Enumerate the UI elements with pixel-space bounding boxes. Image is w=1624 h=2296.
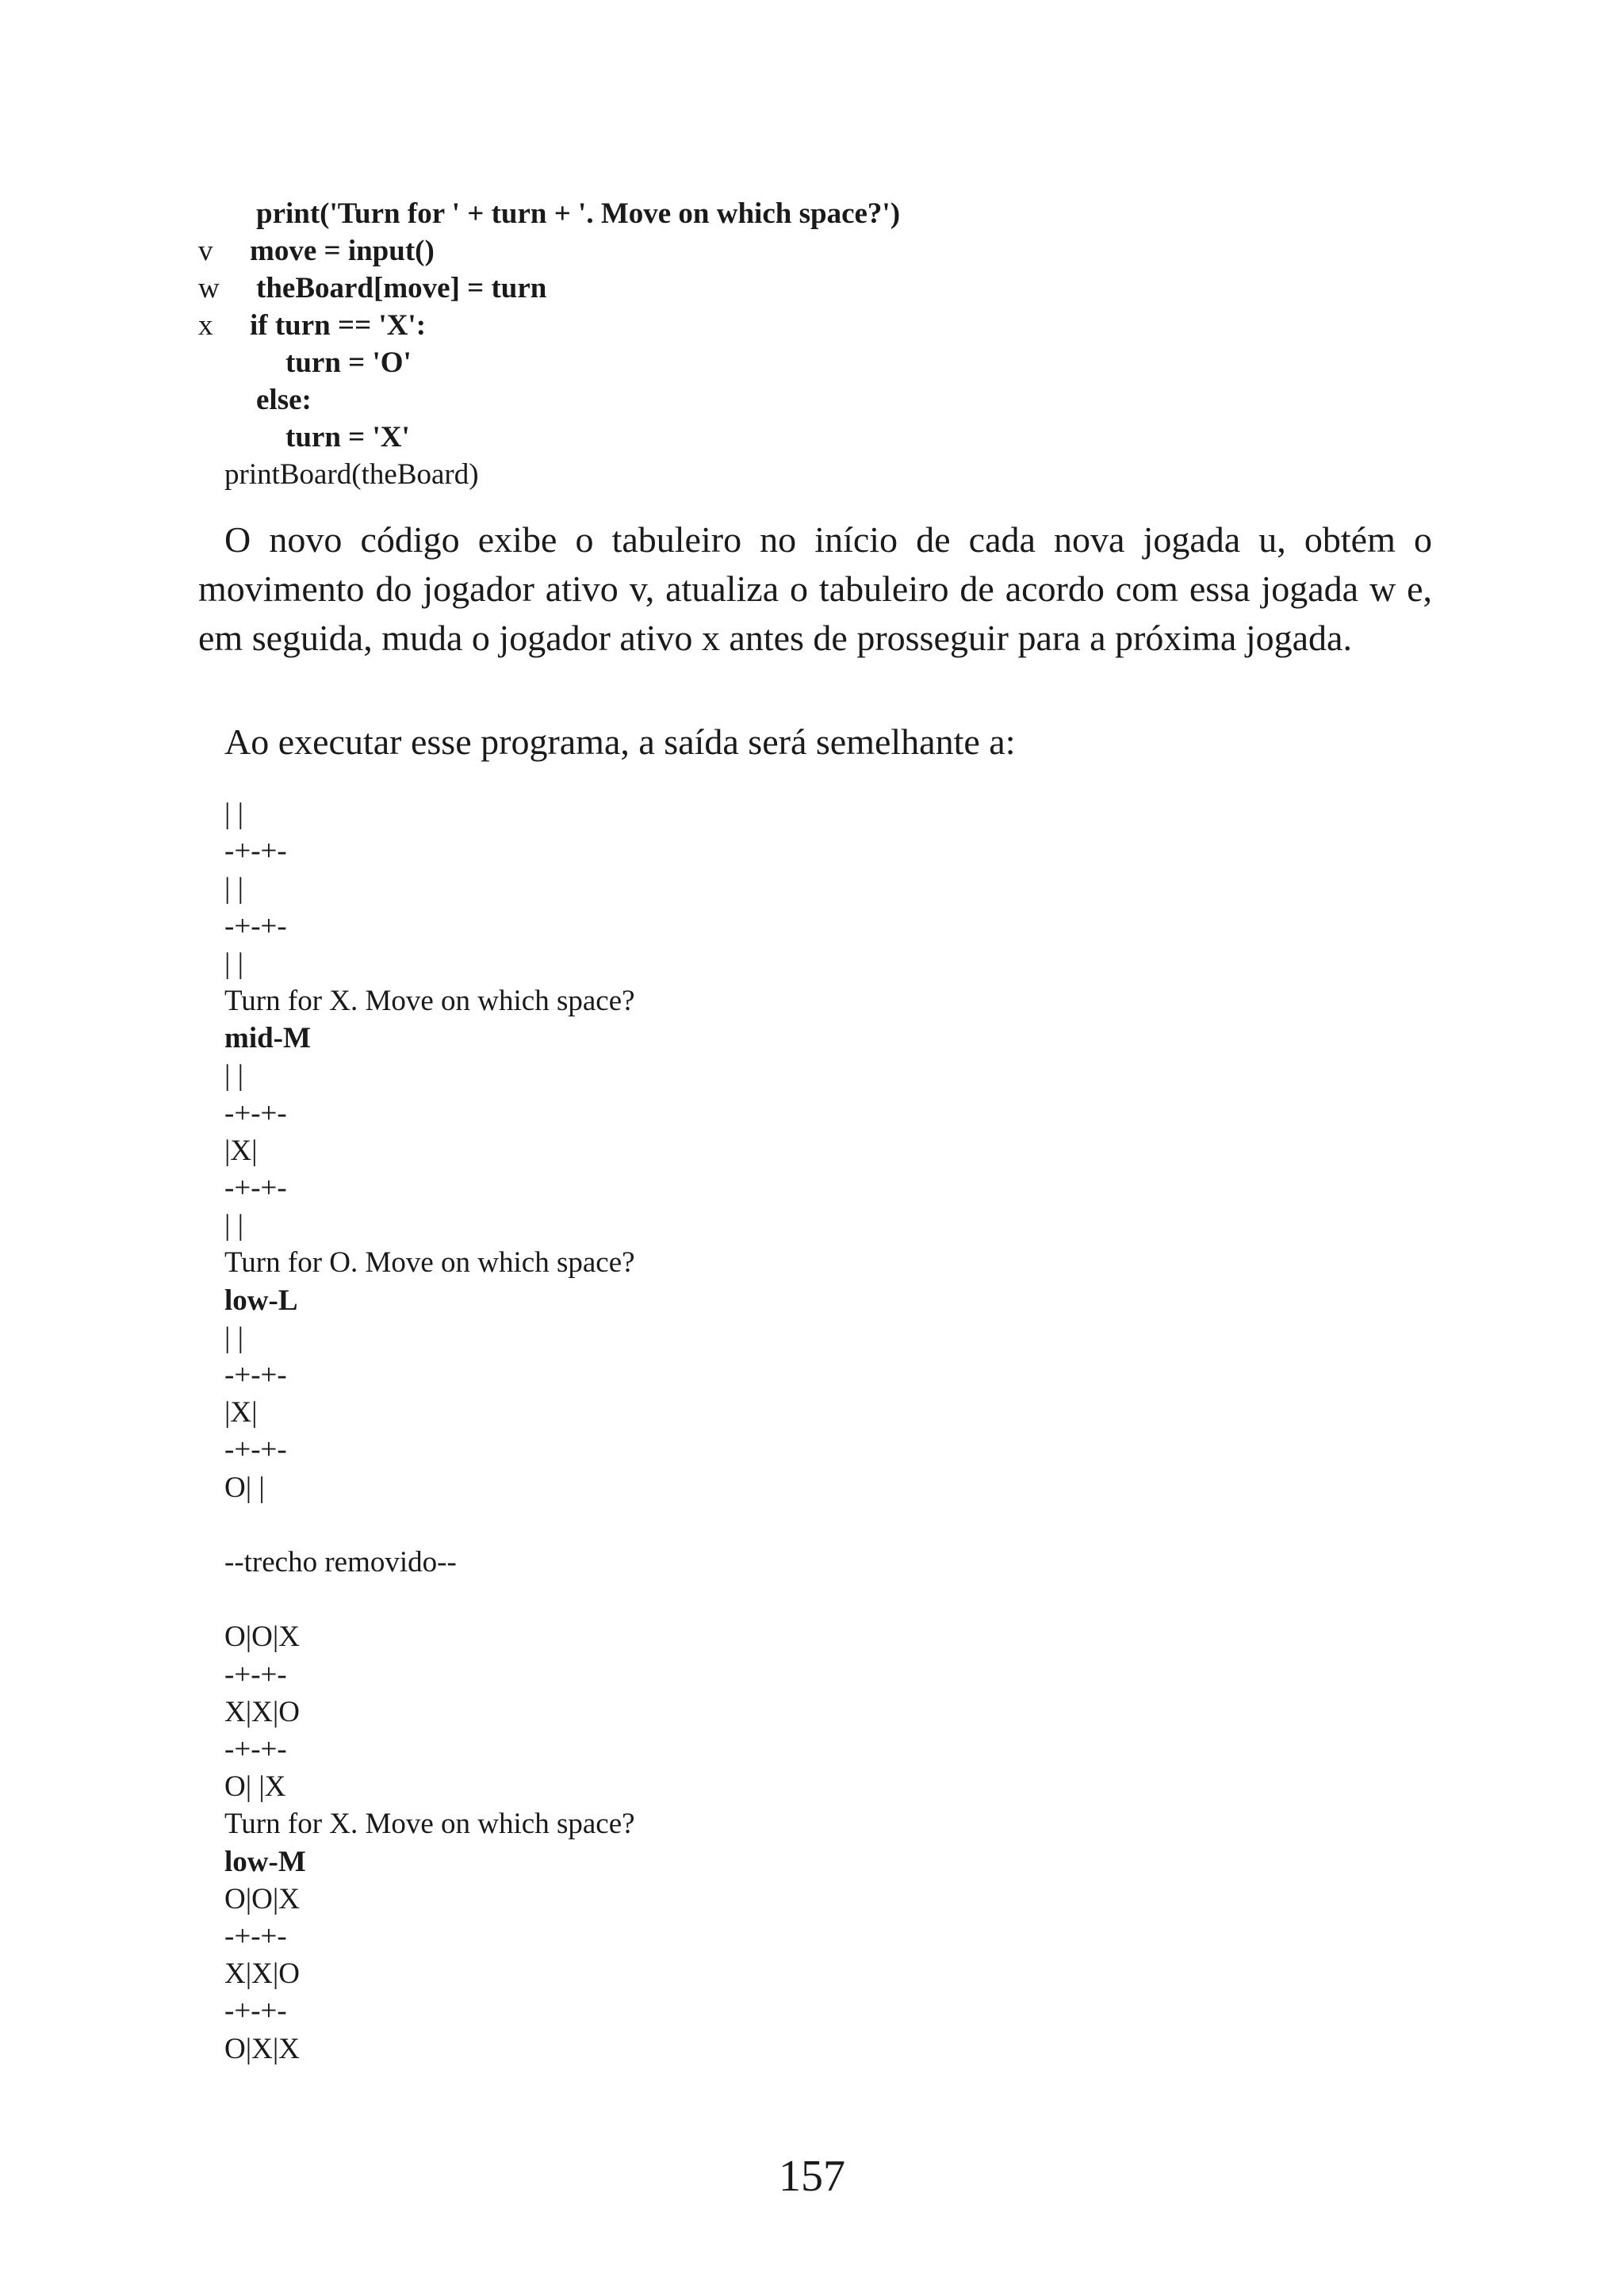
code-text: printBoard(theBoard) xyxy=(224,458,479,491)
output-line: X|X|O xyxy=(224,1957,300,1990)
output-line: X|X|O xyxy=(224,1696,300,1728)
output-line: | | xyxy=(224,798,244,830)
output-line: O|O|X xyxy=(224,1621,300,1653)
code-line xyxy=(198,195,1308,232)
code-line xyxy=(198,381,1308,419)
output-line: Turn for X. Move on which space? xyxy=(224,985,635,1017)
code-marker: x xyxy=(198,309,213,342)
code-text: else: xyxy=(256,384,312,416)
output-line: |X| xyxy=(224,1135,258,1167)
output-line: Turn for X. Move on which space? xyxy=(224,1808,635,1840)
output-line: low-L xyxy=(224,1284,298,1317)
code-text: theBoard[move] = turn xyxy=(256,272,547,304)
output-line: O|O|X xyxy=(224,1883,300,1915)
paragraph-text: O novo código exibe o tabuleiro no início de cada nova jogada u, obtém o movimento do jogador ativo v, atualiza o tabuleiro de acordo com essa jogada w e, em seguida, muda o jogador ativo x antes de prosseguir para a próxima jogada. xyxy=(198,519,1432,658)
code-marker: v xyxy=(198,235,213,267)
code-marker: w xyxy=(198,272,220,304)
page-number: 157 xyxy=(779,2152,845,2201)
output-line: -+-+- xyxy=(224,1097,287,1130)
output-line: Turn for O. Move on which space? xyxy=(224,1246,635,1279)
output-line: -+-+- xyxy=(224,1433,287,1466)
output-line: -+-+- xyxy=(224,1359,287,1391)
code-text: turn = 'O' xyxy=(285,346,412,379)
output-line: O| |X xyxy=(224,1770,286,1803)
output-line: | | xyxy=(224,947,244,980)
output-line: |X| xyxy=(224,1396,258,1429)
code-line xyxy=(198,307,1308,344)
output-line: -+-+- xyxy=(224,910,287,943)
output-line: -+-+- xyxy=(224,1920,287,1953)
output-line: -+-+- xyxy=(224,835,287,867)
output-line: low-M xyxy=(224,1846,306,1878)
code-text: print('Turn for ' + turn + '. Move on which space?') xyxy=(256,197,901,230)
output-line: -+-+- xyxy=(224,1733,287,1766)
code-line xyxy=(198,456,1308,493)
output-line: mid-M xyxy=(224,1022,311,1054)
paragraph-text: Ao executar esse programa, a saída será semelhante a: xyxy=(224,721,1016,762)
code-text: move = input() xyxy=(250,235,435,267)
output-line: | | xyxy=(224,1322,244,1354)
body-paragraph xyxy=(198,718,1432,767)
output-line: | | xyxy=(224,1209,244,1242)
code-line xyxy=(198,270,1308,307)
output-line: | | xyxy=(224,1059,244,1092)
output-line: -+-+- xyxy=(224,1995,287,2027)
output-line: | | xyxy=(224,872,244,905)
code-line xyxy=(198,232,1308,270)
body-paragraph xyxy=(198,515,1432,663)
code-text: if turn == 'X': xyxy=(250,309,427,342)
output-line: --trecho removido-- xyxy=(224,1546,457,1578)
code-line xyxy=(198,344,1308,381)
output-line: -+-+- xyxy=(224,1659,287,1691)
output-line: -+-+- xyxy=(224,1172,287,1204)
code-line xyxy=(198,419,1308,456)
code-text: turn = 'X' xyxy=(285,421,410,453)
output-line: O|X|X xyxy=(224,2033,300,2065)
output-line: O| | xyxy=(224,1471,265,1504)
